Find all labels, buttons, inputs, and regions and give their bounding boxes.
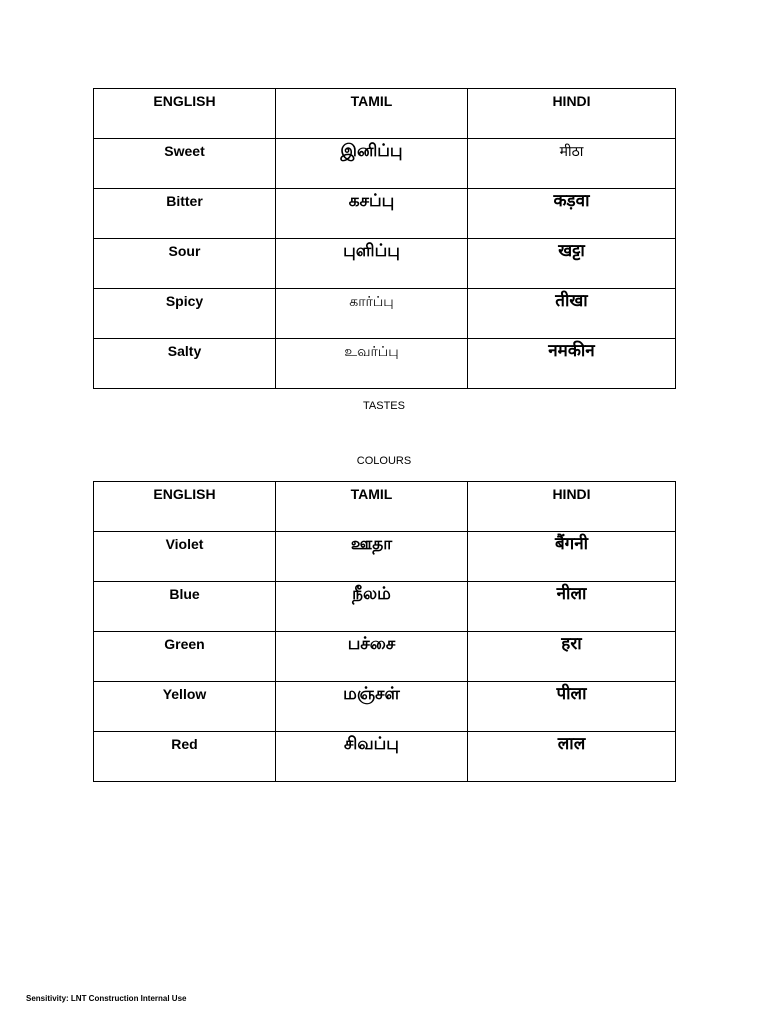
header-label: ENGLISH (153, 486, 216, 502)
tamil-cell (276, 632, 468, 682)
tamil-cell (276, 532, 468, 582)
hindi-word: हरा (561, 634, 582, 653)
hindi-word: मीठा (559, 143, 584, 159)
table-row (94, 582, 676, 632)
tastes-table (93, 88, 676, 389)
table-header-row (94, 89, 676, 139)
hindi-cell (468, 532, 676, 582)
english-cell (94, 582, 276, 632)
english-cell (94, 732, 276, 782)
tamil-word: பச்சை (347, 634, 396, 653)
tamil-cell (276, 582, 468, 632)
hindi-cell (468, 682, 676, 732)
hindi-word: नमकीन (548, 341, 595, 360)
english-cell (94, 139, 276, 189)
tamil-word: உவர்ப்பு (344, 343, 399, 359)
table-row (94, 139, 676, 189)
tamil-word: மஞ்சள் (343, 684, 400, 703)
tamil-word: கார்ப்பு (349, 293, 394, 309)
table-header-row (94, 482, 676, 532)
tamil-cell (276, 339, 468, 389)
tamil-word: கசப்பு (348, 191, 395, 210)
english-cell (94, 682, 276, 732)
english-cell (94, 632, 276, 682)
hindi-cell (468, 732, 676, 782)
english-word: Violet (165, 536, 204, 552)
english-word: Red (171, 736, 198, 752)
english-cell (94, 189, 276, 239)
english-word: Yellow (162, 686, 207, 702)
sensitivity-footer: Sensitivity: LNT Construction Internal Use (26, 994, 187, 1003)
tastes-caption: TASTES (363, 400, 405, 412)
header-label: HINDI (552, 486, 591, 502)
hindi-cell (468, 139, 676, 189)
english-word: Green (164, 636, 205, 652)
tamil-cell (276, 289, 468, 339)
table-row (94, 682, 676, 732)
hindi-cell (468, 632, 676, 682)
hindi-cell (468, 239, 676, 289)
header-cell-english (94, 89, 276, 139)
english-cell (94, 339, 276, 389)
tamil-cell (276, 189, 468, 239)
header-cell-tamil (276, 482, 468, 532)
tamil-cell (276, 239, 468, 289)
table-row (94, 189, 676, 239)
hindi-word: खट्टा (558, 241, 585, 260)
colours-table (93, 481, 676, 782)
header-label: TAMIL (350, 486, 393, 502)
hindi-cell (468, 289, 676, 339)
tamil-word: இனிப்பு (340, 141, 403, 160)
tamil-word: நீலம் (352, 584, 391, 603)
hindi-word: बैंगनी (554, 534, 589, 553)
tamil-word: சிவப்பு (344, 734, 399, 753)
english-word: Sour (168, 243, 201, 259)
tamil-cell (276, 139, 468, 189)
table-row (94, 632, 676, 682)
hindi-word: लाल (557, 734, 586, 753)
table-row (94, 289, 676, 339)
header-cell-hindi (468, 482, 676, 532)
tamil-cell (276, 732, 468, 782)
hindi-word: पीला (556, 684, 587, 703)
table-row (94, 532, 676, 582)
tamil-cell (276, 682, 468, 732)
hindi-cell (468, 582, 676, 632)
english-word: Blue (169, 586, 200, 602)
table-row (94, 239, 676, 289)
table-row (94, 732, 676, 782)
english-word: Sweet (164, 143, 205, 159)
english-word: Salty (167, 343, 202, 359)
english-cell (94, 289, 276, 339)
hindi-word: कड़वा (553, 191, 590, 210)
header-label: TAMIL (350, 93, 393, 109)
tamil-word: ஊதா (350, 534, 393, 553)
table-row (94, 339, 676, 389)
tamil-word: புளிப்பு (343, 241, 400, 260)
hindi-cell (468, 189, 676, 239)
header-cell-hindi (468, 89, 676, 139)
english-word: Bitter (166, 193, 203, 209)
colours-title: COLOURS (356, 455, 412, 467)
hindi-word: तीखा (555, 291, 588, 310)
header-label: ENGLISH (153, 93, 216, 109)
header-cell-tamil (276, 89, 468, 139)
header-cell-english (94, 482, 276, 532)
header-label: HINDI (552, 93, 591, 109)
english-cell (94, 239, 276, 289)
hindi-word: नीला (556, 584, 587, 603)
hindi-cell (468, 339, 676, 389)
english-cell (94, 532, 276, 582)
english-word: Spicy (165, 293, 204, 309)
